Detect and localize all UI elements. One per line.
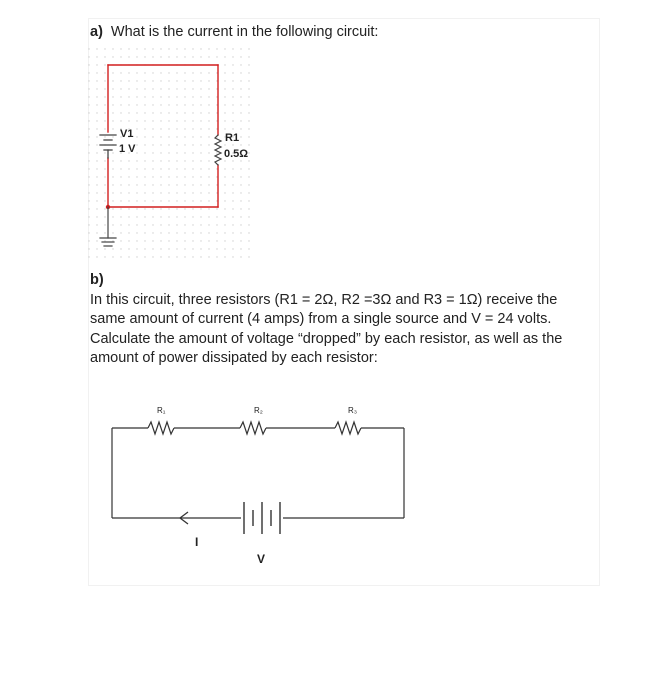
resistor-r1-zigzag (148, 422, 174, 434)
question-b-letter: b) (90, 272, 104, 288)
voltage-label: V (257, 552, 266, 566)
resistor-value-label: 0.5Ω (224, 148, 249, 160)
resistor-r3-zigzag (335, 422, 361, 434)
resistor-r2-zigzag (240, 422, 266, 434)
source-name-label: V1 (120, 128, 134, 140)
source-value-label: 1 V (119, 143, 136, 155)
battery-v-symbol (244, 502, 280, 534)
question-a-text: What is the current in the following circuit: (110, 24, 379, 40)
r2-label: R₂ (254, 406, 263, 415)
resistor-name-label: R1 (225, 132, 240, 144)
r1-label: R₁ (157, 406, 166, 415)
schematic-b (112, 422, 404, 534)
current-label: I (195, 535, 199, 549)
question-a-letter: a) (90, 24, 103, 40)
r3-label: R₃ (348, 406, 358, 415)
question-b-text: In this circuit, three resistors (R1 = 2Ω, R2 =3Ω and R3 = 1Ω) receive the same amount of current (4 amps) from a single source and V = 24 volts. Calculate the amount of voltage “dropped” by each resistor, as well as the amount of power dissipated by each resistor: (90, 291, 563, 366)
